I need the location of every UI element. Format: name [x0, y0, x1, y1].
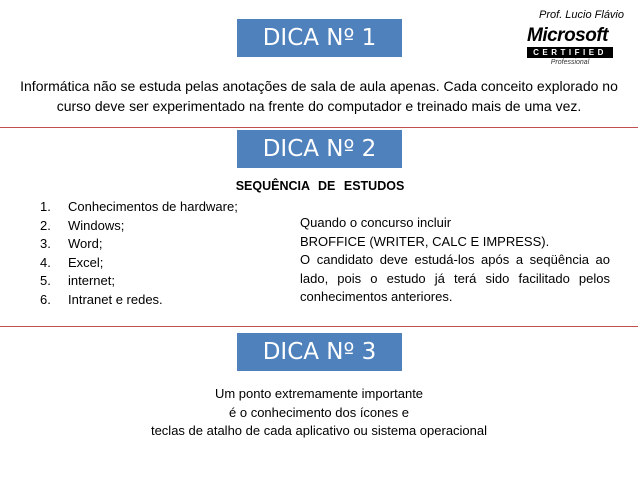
logo-brand: Microsoft	[527, 25, 608, 46]
divider	[0, 326, 638, 327]
list-item-text: Intranet e redes.	[68, 291, 163, 307]
list-item-number: 4.	[40, 254, 51, 270]
list-item-number: 3.	[40, 236, 51, 252]
list-item-text: Excel;	[68, 254, 104, 270]
list-item-text: Word;	[68, 236, 103, 252]
list-item-number: 5.	[40, 273, 51, 289]
note-line: BROFFICE (WRITER, CALC E IMPRESS).	[300, 233, 550, 249]
list-item-text: Conhecimentos de hardware;	[68, 199, 238, 214]
list-item	[40, 272, 238, 291]
tip-3-line: Um ponto extremamente importante	[214, 386, 424, 401]
tip-3-line: é o conhecimento dos ícones e	[229, 404, 409, 420]
logo-tagline: Professional	[550, 59, 590, 66]
list-item-text: internet;	[68, 273, 115, 289]
microsoft-certified-logo	[527, 26, 621, 70]
author-credit: Prof. Lucio Flávio	[539, 9, 624, 21]
tip-3-title: DICA Nº 3	[237, 333, 402, 371]
tip-3-line: teclas de atalho de cada aplicativo ou sistema operacional	[150, 423, 488, 438]
list-item-number: 2.	[40, 217, 51, 233]
list-item-text: Windows;	[68, 217, 125, 233]
divider	[0, 127, 638, 128]
list-item-number: 6.	[40, 291, 51, 307]
tip-1-title: DICA Nº 1	[237, 19, 402, 57]
tip-1-line: Informática não se estuda pelas anotações de sala de aula apenas. Cada conceito explorado no	[20, 78, 618, 94]
note-line: Quando o concurso incluir	[300, 215, 452, 230]
logo-banner: CERTIFIED	[527, 47, 613, 58]
study-sequence-heading: SEQUÊNCIA DE ESTUDOS	[235, 179, 405, 193]
tip-2-title: DICA Nº 2	[237, 130, 402, 168]
list-item	[40, 198, 238, 217]
list-item-number: 1.	[40, 199, 51, 214]
tip-1-line: curso deve ser experimentado na frente do computador e treinado mais de uma vez.	[56, 98, 582, 114]
list-item	[40, 291, 238, 310]
tip-3-text	[0, 385, 638, 441]
tip-1-text	[0, 76, 638, 116]
broffice-note	[300, 214, 610, 307]
list-item	[40, 254, 238, 273]
study-sequence-list	[0, 198, 238, 310]
note-line: O candidato deve estudá-los após a seqüência ao lado, pois o estudo já terá sido facilitado pelos conhecimentos anteriores.	[300, 252, 610, 305]
list-item	[40, 235, 238, 254]
list-item	[40, 217, 238, 236]
